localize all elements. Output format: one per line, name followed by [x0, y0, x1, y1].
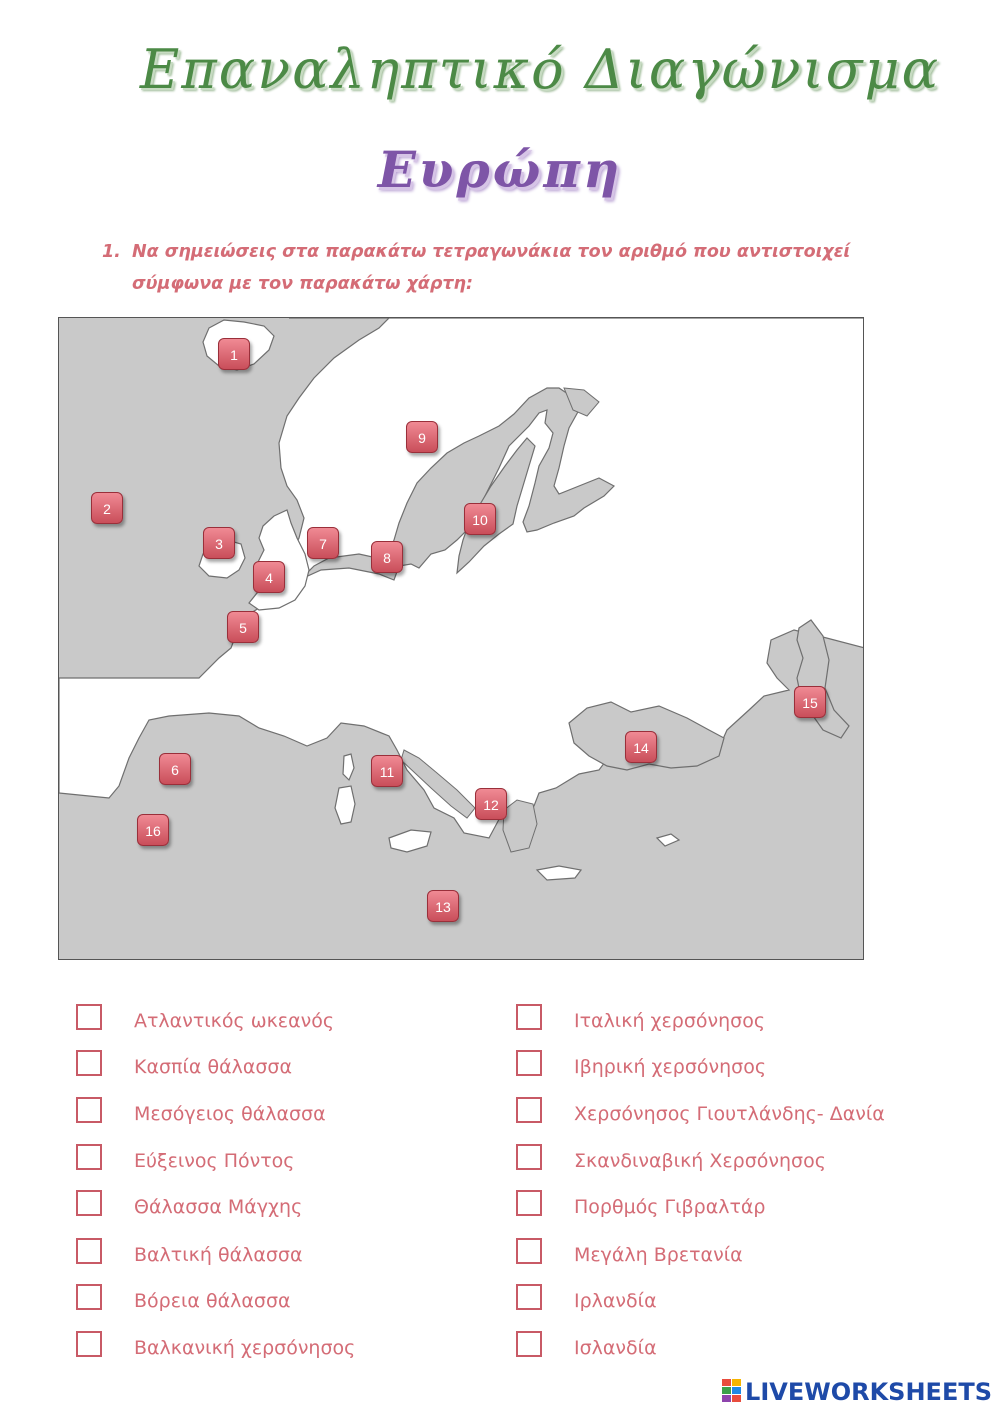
answer-box[interactable]	[516, 1050, 542, 1076]
map-marker-5: 5	[227, 611, 259, 643]
question-text-line2: σύμφωνα με τον παρακάτω χάρτη:	[132, 274, 473, 294]
answer-box[interactable]	[516, 1097, 542, 1123]
answer-box[interactable]	[76, 1190, 102, 1216]
option-label: Ιβηρική χερσόνησος	[574, 1056, 766, 1078]
option-label: Σκανδιναβική Χερσόνησος	[574, 1150, 826, 1172]
map-marker-16: 16	[137, 814, 169, 846]
map-marker-10: 10	[464, 503, 496, 535]
answer-box[interactable]	[76, 1097, 102, 1123]
option-label: Βόρεια θάλασσα	[134, 1290, 291, 1312]
answer-box[interactable]	[516, 1004, 542, 1030]
answer-box[interactable]	[516, 1331, 542, 1357]
map-marker-3: 3	[203, 527, 235, 559]
answer-box[interactable]	[516, 1144, 542, 1170]
answer-box[interactable]	[76, 1050, 102, 1076]
answer-box[interactable]	[76, 1331, 102, 1357]
map-marker-15: 15	[794, 686, 826, 718]
option-label: Μεγάλη Βρετανία	[574, 1244, 743, 1266]
answer-box[interactable]	[76, 1238, 102, 1264]
map-marker-1: 1	[218, 338, 250, 370]
page-subtitle: Ευρώπη	[377, 140, 623, 199]
option-label: Ιταλική χερσόνησος	[574, 1010, 765, 1032]
question-text-line1: Να σημειώσεις στα παρακάτω τετραγωνάκια τον αριθμό που αντιστοιχεί	[132, 242, 851, 262]
liveworksheets-logo-icon	[722, 1379, 742, 1403]
option-label: Μεσόγειος θάλασσα	[134, 1103, 326, 1125]
answer-box[interactable]	[76, 1144, 102, 1170]
map-graphic	[59, 318, 864, 960]
page-title: Επαναληπτικό Διαγώνισμα	[139, 38, 941, 101]
option-label: Πορθμός Γιβραλτάρ	[574, 1196, 766, 1218]
answer-box[interactable]	[516, 1190, 542, 1216]
europe-map	[58, 317, 864, 960]
map-marker-12: 12	[475, 788, 507, 820]
question-number: 1.	[102, 242, 121, 262]
map-marker-9: 9	[406, 421, 438, 453]
answer-box[interactable]	[516, 1284, 542, 1310]
answer-box[interactable]	[76, 1284, 102, 1310]
map-marker-4: 4	[253, 561, 285, 593]
option-label: Βαλτική θάλασσα	[134, 1244, 303, 1266]
option-label: Βαλκανική χερσόνησος	[134, 1337, 356, 1359]
map-marker-8: 8	[371, 541, 403, 573]
brand-text: LIVEWORKSHEETS	[745, 1378, 992, 1406]
answer-box[interactable]	[516, 1238, 542, 1264]
map-marker-2: 2	[91, 492, 123, 524]
map-marker-13: 13	[427, 890, 459, 922]
option-label: Θάλασσα Μάγχης	[134, 1196, 303, 1218]
option-label: Ατλαντικός ωκεανός	[134, 1010, 334, 1032]
map-marker-7: 7	[307, 527, 339, 559]
map-marker-11: 11	[371, 755, 403, 787]
question-1	[102, 236, 902, 300]
liveworksheets-brand	[722, 1378, 992, 1406]
option-label: Ιρλανδία	[574, 1290, 657, 1312]
option-label: Ισλανδία	[574, 1337, 657, 1359]
option-label: Κασπία θάλασσα	[134, 1056, 292, 1078]
map-marker-14: 14	[625, 731, 657, 763]
option-label: Χερσόνησος Γιουτλάνδης- Δανία	[574, 1103, 885, 1125]
map-marker-6: 6	[159, 753, 191, 785]
option-label: Εύξεινος Πόντος	[134, 1150, 295, 1172]
answer-box[interactable]	[76, 1004, 102, 1030]
